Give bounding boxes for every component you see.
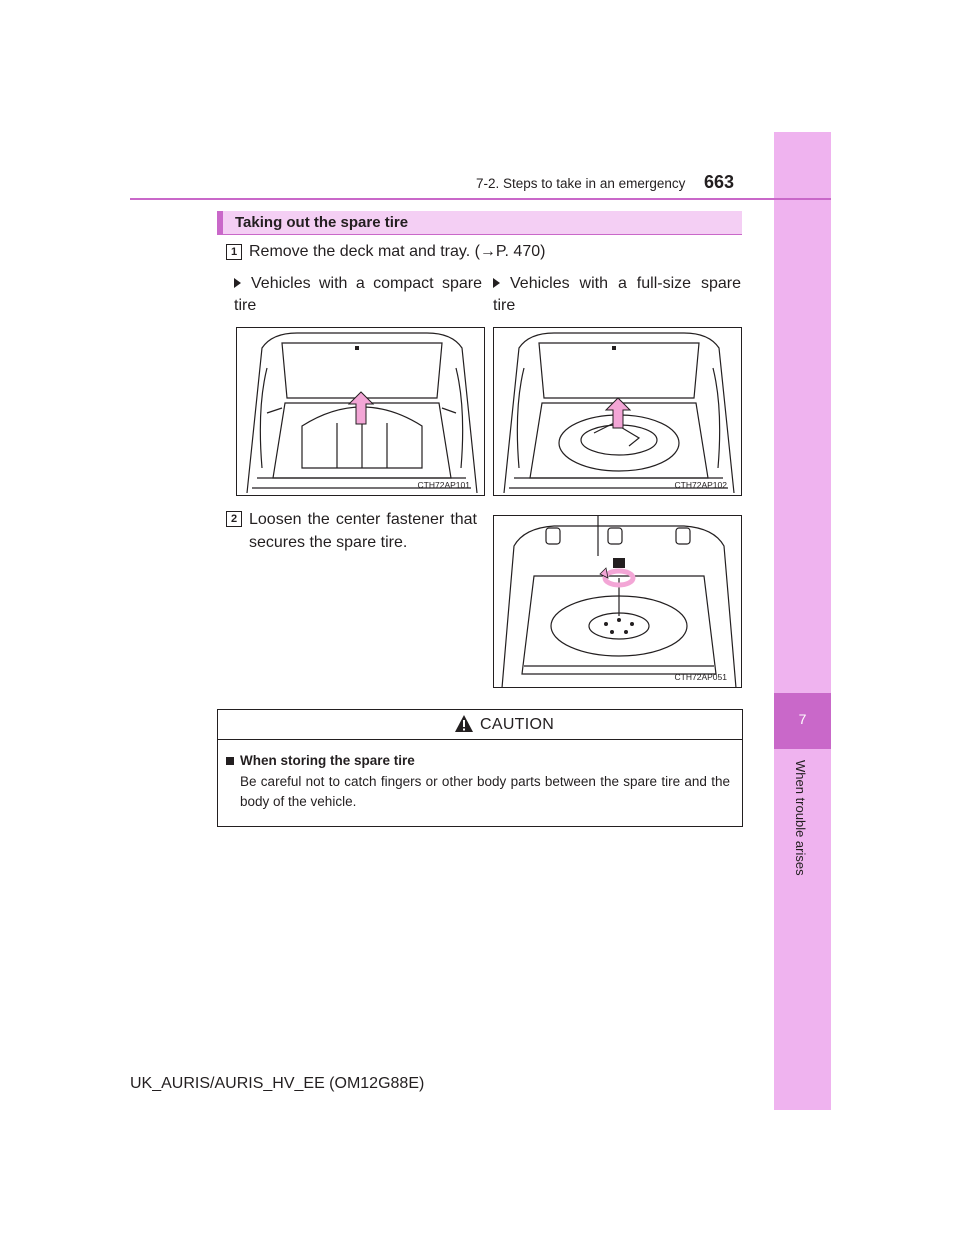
step-1-text: Remove the deck mat and tray. (→P. 470): [249, 243, 546, 260]
chapter-side-tab: [774, 132, 831, 1110]
chapter-title: When trouble arises: [793, 760, 808, 876]
bullet-triangle-icon: [493, 278, 500, 288]
chapter-number: 7: [798, 711, 807, 727]
figure-code: CTH72AP102: [674, 480, 727, 490]
running-header: 7-2. Steps to take in an emergency: [476, 176, 686, 191]
warning-triangle-icon: [454, 714, 474, 733]
bullet-triangle-icon: [234, 278, 241, 288]
variant-fullsize-text: Vehicles with a full-size spare tire: [493, 275, 741, 314]
figure-code: CTH72AP051: [674, 672, 727, 682]
footer-manual-code: UK_AURIS/AURIS_HV_EE (OM12G88E): [130, 1075, 425, 1092]
step-2-text: Loosen the center fastener that secures the spare tire.: [249, 511, 477, 551]
figure-fullsize-spare: [493, 327, 742, 496]
page-number: 663: [704, 172, 735, 192]
caution-box: [217, 709, 743, 827]
caution-label: CAUTION: [480, 716, 555, 733]
caution-text: Be careful not to catch fingers or other body parts between the spare tire and the body of the vehicle.: [240, 774, 730, 809]
figure-compact-spare: [236, 327, 485, 496]
figure-code: CTH72AP101: [417, 480, 470, 490]
step-number-2: 2: [226, 511, 242, 527]
caution-subtitle: When storing the spare tire: [226, 753, 415, 768]
step-number-1: 1: [226, 244, 242, 260]
figure-center-fastener: [493, 515, 742, 688]
section-title: Taking out the spare tire: [235, 214, 409, 231]
trunk-illustration-compact: [237, 328, 485, 496]
caution-header: [218, 710, 742, 740]
square-bullet-icon: [226, 757, 234, 765]
trunk-illustration-fullsize: [494, 328, 742, 496]
variant-compact-text: Vehicles with a compact spare tire: [234, 275, 482, 314]
fastener-illustration: [494, 516, 742, 688]
header-rule: [130, 198, 831, 200]
section-heading-bar: [217, 211, 742, 235]
